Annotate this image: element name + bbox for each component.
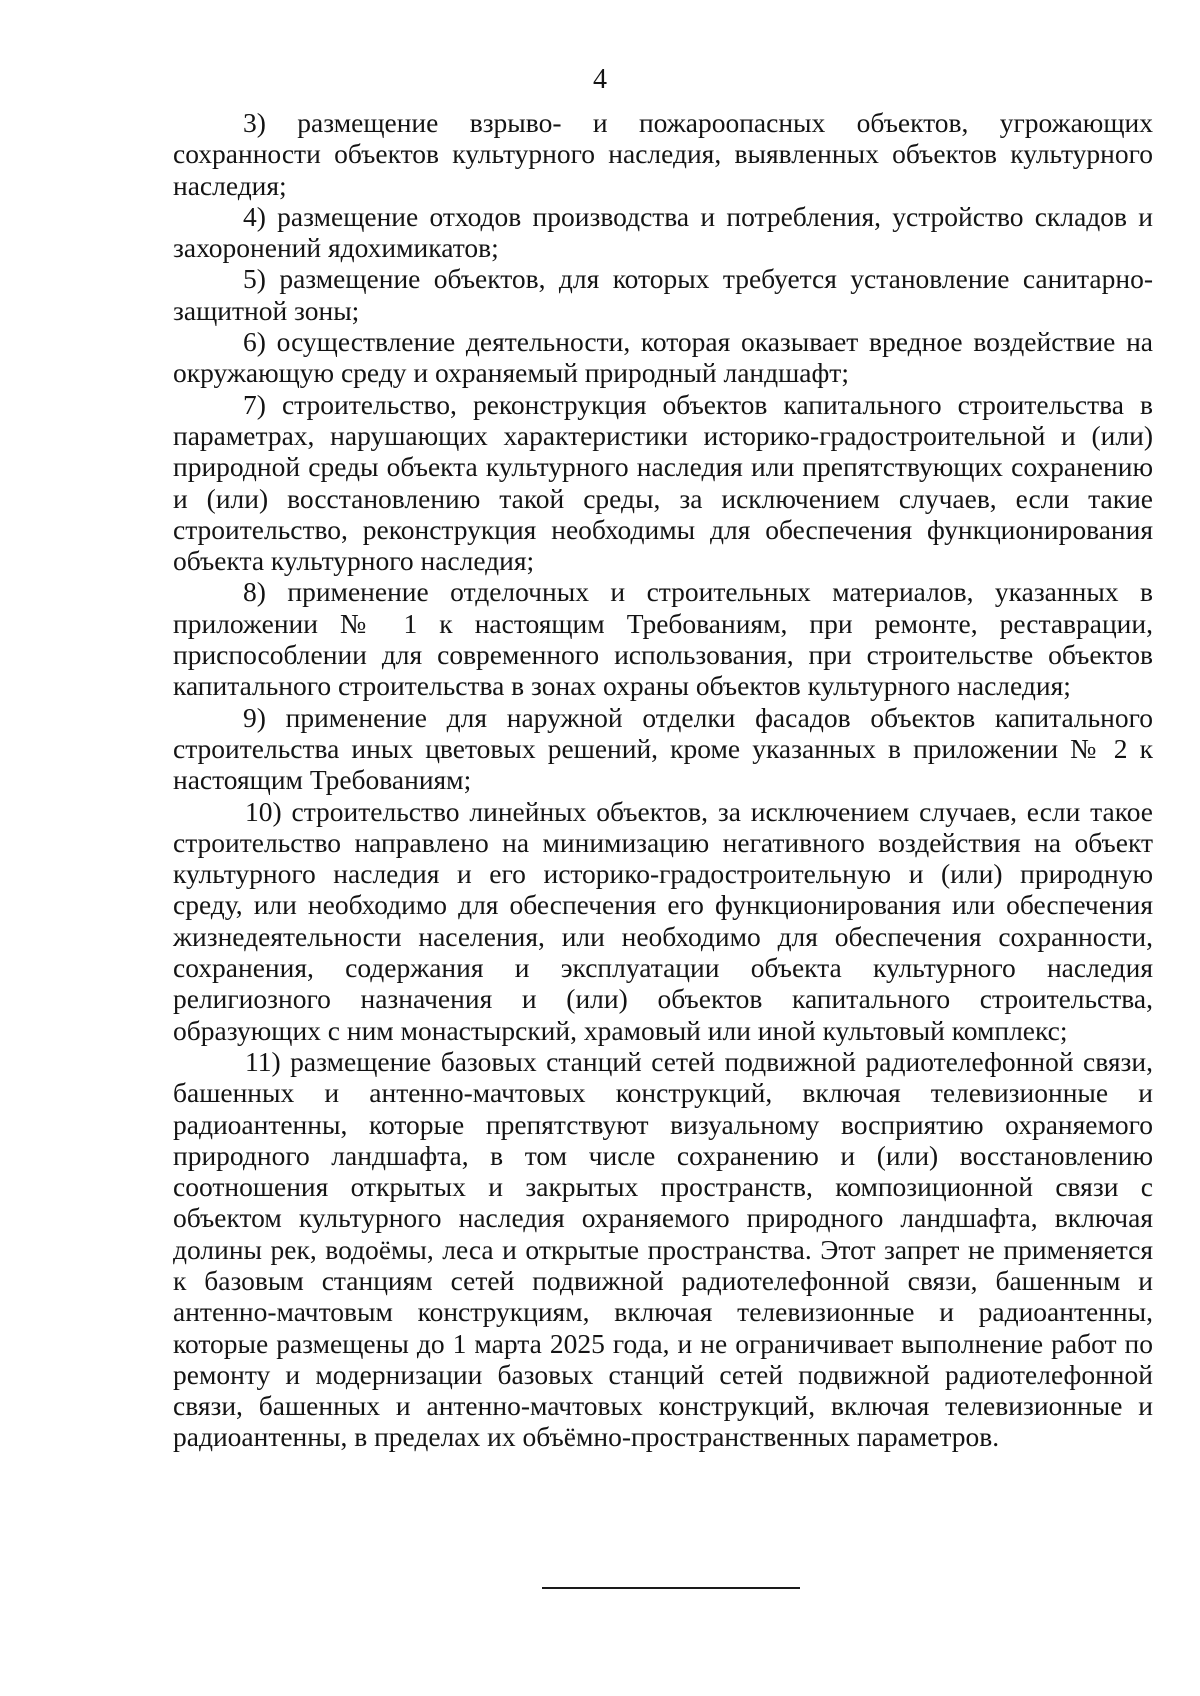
end-of-document-rule	[542, 1587, 800, 1589]
list-item-9: 9) применение для наружной отделки фасадов объектов капитального строительства иных цветовых решений, кроме указанных в приложении № 2 к настоящим Требованиям;	[173, 701, 1153, 796]
page-number: 4	[593, 64, 607, 95]
list-item-7: 7) строительство, реконструкция объектов капитального строительства в параметрах, нарушающих характеристики историко-градостроительной и (или) природной среды объекта культурного наследия или препятствующих сохранению и (или) восстановлению такой среды, за исключением случаев, если такие строительство, реконструкция необходимы для обеспечения функционирования объекта культурного наследия;	[173, 388, 1153, 577]
list-item-6: 6) осуществление деятельности, которая оказывает вредное воздействие на окружающую среду и охраняемый природный ландшафт;	[173, 326, 1153, 389]
list-item-3: 3) размещение взрыво- и пожароопасных объектов, угрожающих сохранности объектов культурного наследия, выявленных объектов культурного наследия;	[173, 107, 1153, 201]
list-item-8: 8) применение отделочных и строительных материалов, указанных в приложении № 1 к настоящим Требованиям, при ремонте, реставрации, приспособлении для современного использования, при строительстве объектов капитального строительства в зонах охраны объектов культурного наследия;	[173, 576, 1153, 702]
list-item-5: 5) размещение объектов, для которых требуется установление санитарно-защитной зоны;	[173, 263, 1153, 326]
list-item-4: 4) размещение отходов производства и потребления, устройство складов и захоронений ядохимикатов;	[173, 200, 1153, 264]
list-item-10: 10) строительство линейных объектов, за исключением случаев, если такое строительство направлено на минимизацию негативного воздействия на объект культурного наследия и его историко-градостроительную и (или) природную среду, или необходимо для обеспечения его функционирования или обеспечения жизнедеятельности населения, или необходимо для обеспечения сохранности, сохранения, содержания и эксплуатации объекта культурного наследия религиозного назначения и (или) объектов капитального строительства, образующих с ним монастырский, храмовый или иной культовый комплекс;	[173, 795, 1153, 1046]
list-item-11: 11) размещение базовых станций сетей подвижной радиотелефонной связи, башенных и антенно-мачтовых конструкций, включая телевизионные и радиоантенны, которые препятствуют визуальному восприятию охраняемого природного ландшафта, в том числе сохранению и (или) восстановлению соотношения открытых и закрытых пространств, композиционной связи с объектом культурного наследия охраняемого природного ландшафта, включая долины рек, водоёмы, леса и открытые пространства. Этот запрет не применяется к базовым станциям сетей подвижной радиотелефонной связи, башенным и антенно-мачтовым конструкциям, включая телевизионные и радиоантенны, которые размещены до 1 марта 2025 года, и не ограничивает выполнение работ по ремонту и модернизации базовых станций сетей подвижной радиотелефонной связи, башенных и антенно-мачтовых конструкций, включая телевизионные и радиоантенны, в пределах их объёмно-пространственных параметров.	[173, 1045, 1153, 1453]
document-body	[173, 107, 1153, 1453]
